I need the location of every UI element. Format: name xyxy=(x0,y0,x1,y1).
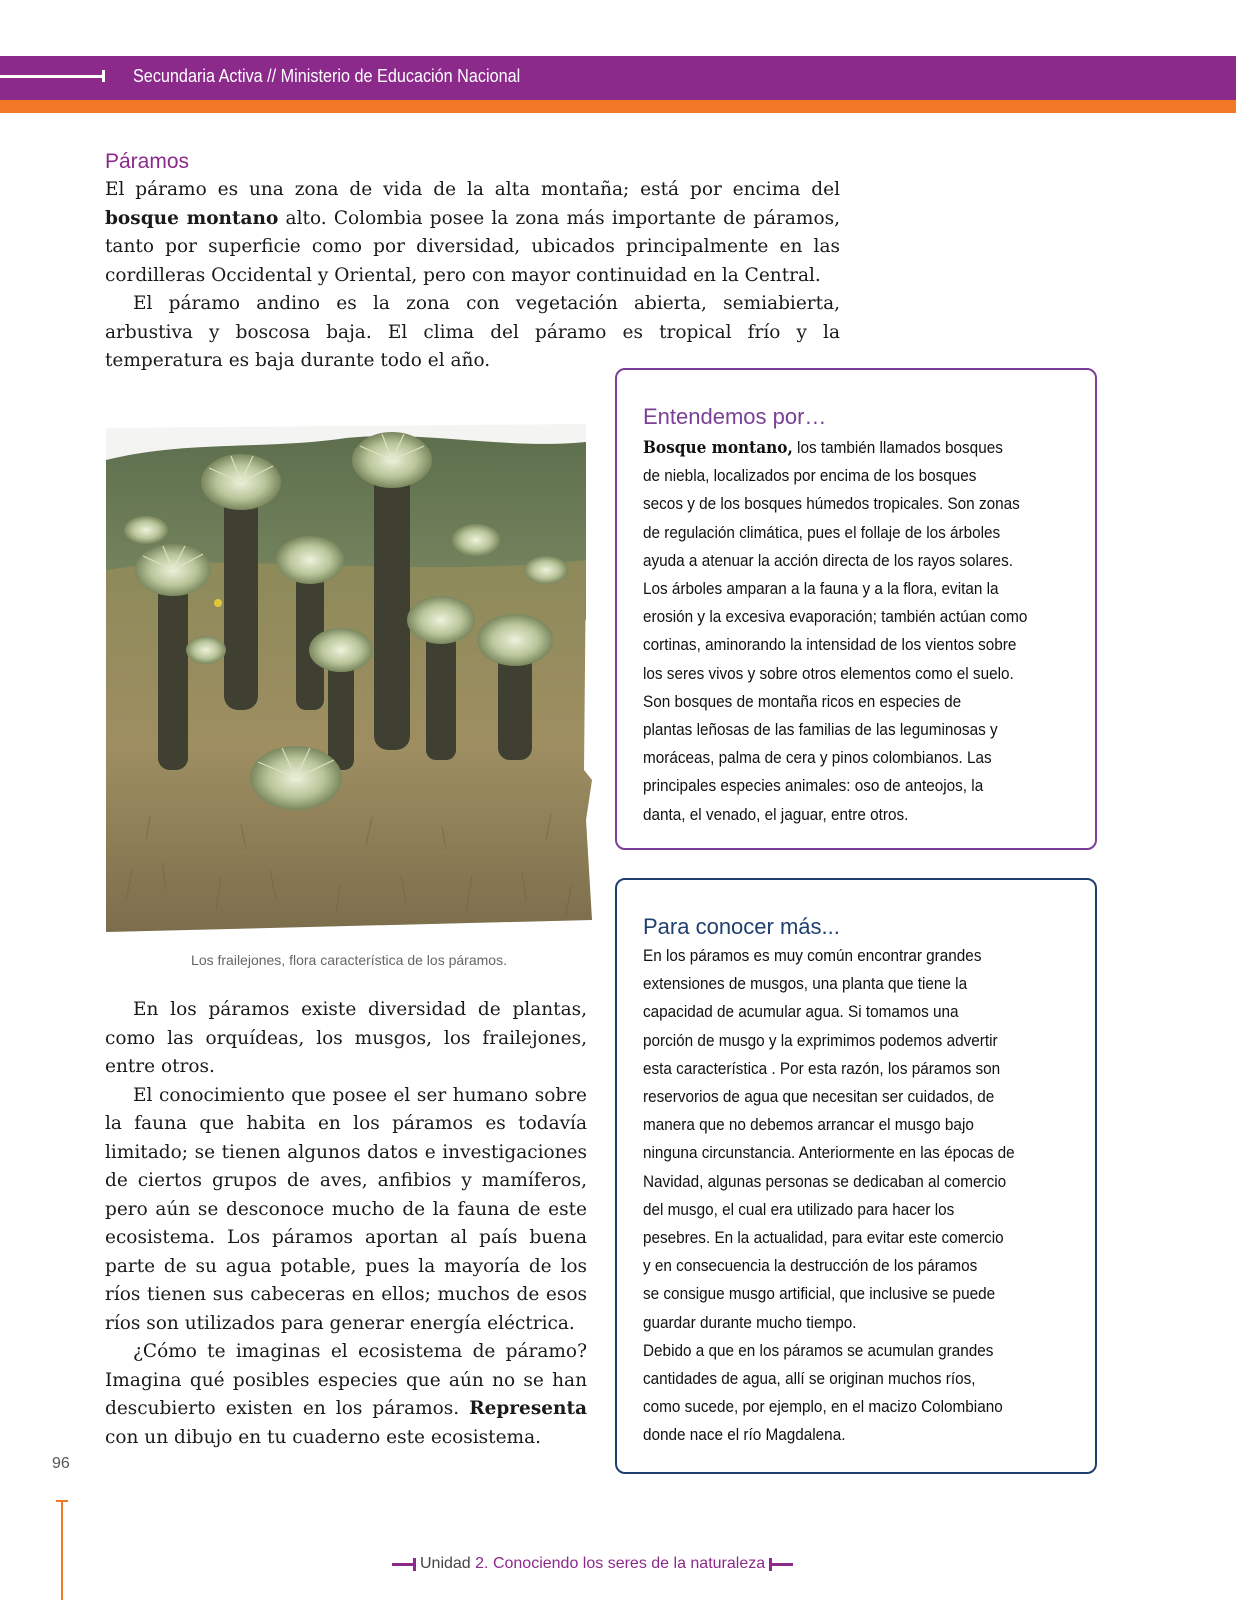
definition-line: principales especies animales: oso de anteojos, la xyxy=(643,776,984,796)
header-accent-stripe xyxy=(0,100,1236,113)
intro-p1-part-b: alto. Colombia posee la zona más importante de páramos, tanto por superficie como por diversidad, ubicados principalmente en las cordilleras Occidental y Oriental, pero con mayor continuidad en la Central. xyxy=(105,207,840,286)
definition-line: erosión y la excesiva evaporación; también actúan como xyxy=(643,607,1028,627)
body-text xyxy=(105,996,587,1452)
intro-p1-part-a: El páramo es una zona de vida de la alta montaña; está por encima del xyxy=(105,179,840,200)
footer-unit-number: 2. xyxy=(475,1555,489,1572)
body-p3-part-a: ¿Cómo te imaginas el ecosistema de páramo? Imagina qué posibles especies que aún no se han descubierto existen en los páramos. xyxy=(105,1341,587,1419)
definition-box-text xyxy=(643,434,1093,829)
definition-box xyxy=(615,368,1097,850)
intro-paragraph-2: El páramo andino es la zona con vegetación abierta, semiabierta, arbustiva y boscosa baja. El clima del páramo es tropical frío y la temperatura es baja durante todo el año. xyxy=(105,293,840,371)
learn-more-line: ninguna circunstancia. Anteriormente en las épocas de xyxy=(643,1143,1015,1163)
section-title: Páramos xyxy=(105,150,190,173)
margin-rule-tick xyxy=(56,1500,68,1502)
intro-paragraph-1 xyxy=(105,176,840,290)
intro-text xyxy=(105,176,840,376)
learn-more-line: Navidad, algunas personas se dedicaban al comercio xyxy=(643,1171,1007,1191)
learn-more-line: del musgo, el cual era utilizado para hacer los xyxy=(643,1199,955,1219)
learn-more-line: manera que no debemos arrancar el musgo bajo xyxy=(643,1115,974,1135)
definition-term: Bosque montano, xyxy=(643,438,793,458)
definition-line-first xyxy=(643,434,1048,462)
footer-unit-title: Conociendo los seres de la naturaleza xyxy=(492,1555,766,1572)
definition-first-line-rest: los también llamados bosques xyxy=(792,438,1003,457)
definition-line: cortinas, aminorando la intensidad de los vientos sobre xyxy=(643,635,1017,655)
unit-footer xyxy=(392,1555,793,1573)
learn-more-box-title: Para conocer más... xyxy=(643,914,840,939)
definition-line: ayuda a atenuar la acción directa de los rayos solares. xyxy=(643,550,1013,570)
learn-more-line: donde nace el río Magdalena. xyxy=(643,1425,846,1445)
learn-more-line: pesebres. En la actualidad, para evitar este comercio xyxy=(643,1228,1004,1248)
learn-more-line: En los páramos es muy común encontrar grandes xyxy=(643,946,982,965)
body-paragraph-1: En los páramos existe diversidad de plantas, como las orquídeas, los musgos, los frailejones, entre otros. xyxy=(105,999,587,1077)
learn-more-line: y en consecuencia la destrucción de los páramos xyxy=(643,1256,978,1276)
learn-more-line: esta característica . Por esta razón, los páramos son xyxy=(643,1058,1001,1078)
footer-left-bar xyxy=(392,1563,416,1566)
learn-more-line: se consigue musgo artificial, que inclusive se puede xyxy=(643,1284,996,1304)
body-paragraph-2: El conocimiento que posee el ser humano sobre la fauna que habita en los páramos es todavía limitado; se tienen algunos datos e investigaciones de ciertos grupos de aves, anfibios y mamíferos, pero aún se desconoce mucho de la fauna de este ecosistema. Los páramos aportan al país buena parte de su agua potable, pues la mayoría de los ríos tienen sus cabeceras en ellos; muchos de esos ríos son utilizados para generar energía eléctrica. xyxy=(105,1084,587,1334)
learn-more-line: reservorios de agua que necesitan ser cuidados, de xyxy=(643,1087,995,1107)
intro-p1-bold-term: bosque montano xyxy=(105,207,279,229)
learn-more-line: porción de musgo y la exprimimos podemos advertir xyxy=(643,1030,998,1050)
running-title: Secundaria Activa // Ministerio de Educación Nacional xyxy=(133,66,521,86)
definition-box-title: Entendemos por… xyxy=(643,404,827,429)
learn-more-box-text xyxy=(643,942,1093,1450)
body-p3-bold-verb: Representa xyxy=(469,1398,587,1419)
definition-line: plantas leñosas de las familias de las leguminosas y xyxy=(643,720,998,740)
definition-line: danta, el venado, el jaguar, entre otros. xyxy=(643,804,909,824)
learn-more-line: extensiones de musgos, una planta que tiene la xyxy=(643,974,968,994)
frailejones-photo xyxy=(106,420,592,932)
footer-unit-label: Unidad xyxy=(420,1555,471,1572)
definition-line: Son bosques de montaña ricos en especies de xyxy=(643,691,962,711)
definition-line: de niebla, localizados por encima de los bosques xyxy=(643,466,977,486)
photo-caption: Los frailejones, flora característica de los páramos. xyxy=(191,952,507,968)
footer-right-bar xyxy=(769,1563,793,1566)
learn-more-line: Debido a que en los páramos se acumulan grandes xyxy=(643,1340,994,1360)
header-rule xyxy=(0,75,104,78)
definition-line: moráceas, palma de cera y pinos colombianos. Las xyxy=(643,748,992,768)
body-paragraph-3 xyxy=(105,1338,587,1452)
learn-more-line: guardar durante mucho tiempo. xyxy=(643,1312,857,1332)
learn-more-box xyxy=(615,878,1097,1474)
definition-line: secos y de los bosques húmedos tropicales. Son zonas xyxy=(643,494,1020,514)
page-number: 96 xyxy=(52,1455,70,1472)
learn-more-line: cantidades de agua, allí se originan muchos ríos, xyxy=(643,1369,976,1389)
learn-more-line: como sucede, por ejemplo, en el macizo Colombiano xyxy=(643,1397,1003,1417)
footer-text xyxy=(420,1555,765,1573)
header-rule-tick xyxy=(102,70,105,82)
margin-rule xyxy=(61,1500,63,1600)
definition-line: los seres vivos y sobre otros elementos como el suelo. xyxy=(643,663,1014,683)
definition-line: de regulación climática, pues el follaje de los árboles xyxy=(643,522,1001,542)
definition-line: Los árboles amparan a la fauna y a la flora, evitan la xyxy=(643,579,999,599)
body-p3-part-b: con un dibujo en tu cuaderno este ecosistema. xyxy=(105,1426,542,1448)
learn-more-line: capacidad de acumular agua. Si tomamos una xyxy=(643,1002,959,1022)
